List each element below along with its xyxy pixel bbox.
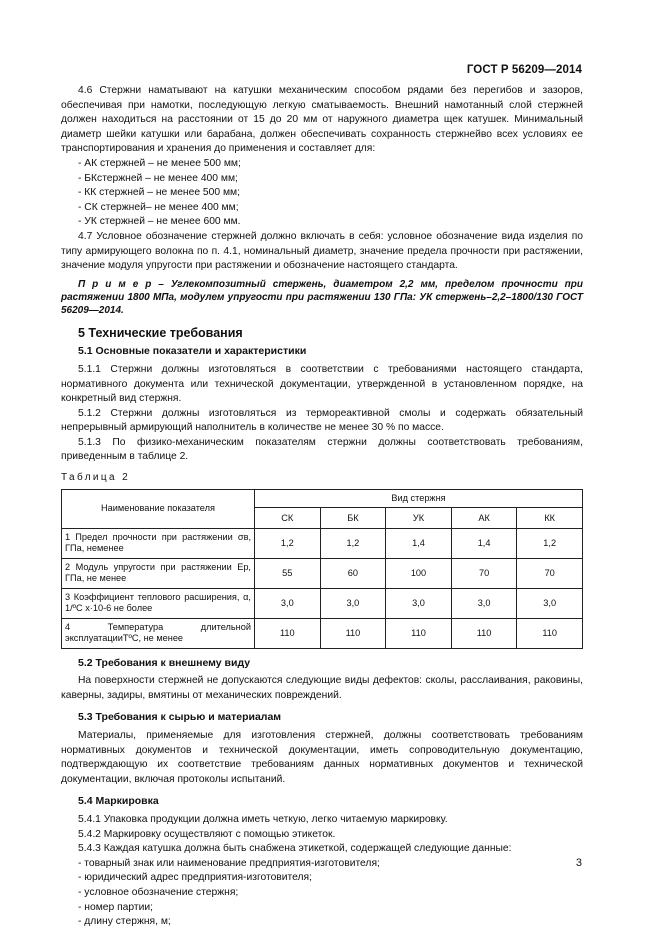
page-body: [61, 84, 583, 930]
paragraph-5-4-3: 5.4.3 Каждая катушка должна быть снабжена этикеткой, содержащей следующие данные:: [78, 843, 512, 855]
paragraph-5-1-1: 5.1.1 Стержни должны изготовляться в соответствии с требованиями настоящего стандарта, нормативного документа или технической документации, утвержденной в установленном порядке, на конкретный вид стержня.: [61, 363, 583, 405]
subsection-5-2-heading: 5.2 Требования к внешнему виду: [78, 656, 251, 669]
paragraph-5-4-1: 5.4.1 Упаковка продукции должна иметь четкую, легко читаемую маркировку.: [78, 814, 448, 825]
list-item: - КК стержней – не менее 500 мм;: [78, 187, 240, 199]
paragraph-5-4-2: 5.4.2 Маркировку осуществляют с помощью этикеток.: [78, 828, 336, 840]
paragraph-5-1-2: 5.1.2 Стержни должны изготовляться из термореактивной смолы и содержать обязательный непрерывный армирующий наполнитель в количестве не менее 30 % по массе.: [61, 407, 583, 434]
cell-value: 3,0: [451, 588, 517, 618]
cell-value: 3,0: [255, 588, 321, 618]
cell-value: 3,0: [517, 588, 583, 618]
cell-value: 1,4: [386, 528, 452, 558]
table-caption: Таблица 2: [61, 472, 131, 484]
section-5-heading: 5 Технические требования: [78, 325, 243, 340]
cell-value: 110: [320, 618, 386, 648]
list-item: - товарный знак или наименование предприятия-изготовителя;: [78, 857, 380, 869]
table-row: [62, 588, 583, 618]
cell-value: 70: [517, 558, 583, 588]
cell-value: 55: [255, 558, 321, 588]
page-number: 3: [575, 857, 582, 869]
paragraph-4-7: 4.7 Условное обозначение стержней должно включать в себя: условное обозначение вида изделия по типу армирующего волокна по п. 4.1, номинальный диаметр, значение предела прочности при растяжении, значение модуля упругости при растяжении и обозначение настоящего стандарта.: [61, 230, 583, 272]
coil-diameter-list: [61, 157, 583, 230]
row-name: 3 Коэффициент теплового расширения, α, 1/ºC x·10-6 не более: [62, 588, 255, 618]
list-item: - АК стержней – не менее 500 мм;: [78, 157, 241, 169]
cell-value: 70: [451, 558, 517, 588]
list-item: - условное обозначение стержня;: [78, 886, 239, 898]
paragraph-5-3: Материалы, применяемые для изготовления стержней, должны соответствовать требованиям нормативных документов и технической документации, иметь сопроводительную документацию, подтверждающую их соответствие требованиям данных нормативных документов и технической документации, включая протоколы испытаний.: [61, 730, 583, 785]
row-name: 4 Температура длительной эксплуатацииТºC, не менее: [62, 618, 255, 648]
list-item: - БКстержней – не менее 400 мм;: [78, 172, 238, 184]
list-item: - длину стержня, м;: [78, 916, 171, 928]
paragraph-5-1-3: 5.1.3 По физико-механическим показателям стержни должны соответствовать требованиям, приведенным в таблице 2.: [61, 436, 583, 463]
label-data-list: [61, 857, 583, 930]
table-header-group: Вид стержня: [255, 489, 583, 508]
example-note: П р и м е р – Углекомпозитный стержень, диаметром 2,2 мм, пределом прочности при растяжении 1800 МПа, модулем упругости при растяжении 130 ГПа: УК стержень–2,2–1800/130 ГОСТ 56209—2014.: [61, 278, 583, 316]
cell-value: 1,4: [451, 528, 517, 558]
cell-value: 110: [386, 618, 452, 648]
cell-value: 110: [255, 618, 321, 648]
table-col-header: УК: [386, 508, 452, 528]
row-name: 2 Модуль упругости при растяжении Eр, ГПа, не менее: [62, 558, 255, 588]
list-item: - СК стержней– не менее 400 мм;: [78, 201, 239, 213]
subsection-5-3-heading: 5.3 Требования к сырью и материалам: [78, 711, 282, 724]
table-col-header: СК: [255, 508, 321, 528]
table-col-header: БК: [320, 508, 386, 528]
properties-table: [61, 489, 583, 649]
subsection-5-4-heading: 5.4 Маркировка: [78, 795, 159, 808]
cell-value: 60: [320, 558, 386, 588]
table-row: [62, 558, 583, 588]
table-col-header: КК: [517, 508, 583, 528]
subsection-5-1-heading: 5.1 Основные показатели и характеристики: [78, 345, 307, 358]
table-header-name: Наименование показателя: [62, 489, 255, 528]
paragraph-5-2: На поверхности стержней не допускаются следующие виды дефектов: сколы, расслаивания, раковины, каверны, задиры, вмятины от механических повреждений.: [61, 675, 583, 701]
list-item: - номер партии;: [78, 901, 153, 913]
cell-value: 1,2: [320, 528, 386, 558]
cell-value: 110: [451, 618, 517, 648]
cell-value: 110: [517, 618, 583, 648]
cell-value: 3,0: [386, 588, 452, 618]
cell-value: 3,0: [320, 588, 386, 618]
cell-value: 100: [386, 558, 452, 588]
list-item: - юридический адрес предприятия-изготовителя;: [78, 872, 312, 884]
cell-value: 1,2: [517, 528, 583, 558]
list-item: - УК стержней – не менее 600 мм.: [78, 216, 241, 228]
table-row: [62, 618, 583, 648]
paragraph-4-6: 4.6 Стержни наматывают на катушки механическим способом рядами без перегибов и зазоров, обеспечивая при намотки, последующую легкую сматываемость. Внешний намотанный слой стержней должен находиться на расстоянии от 15 до 20 мм от наружного диаметра щек катушек. Минимальный диаметр шейки катушки или барабана, должен обеспечивать сохранность стержнейво всех условиях ее транспортирования и хранения до применения и составляет для:: [61, 85, 583, 155]
standard-header: ГОСТ Р 56209—2014: [466, 64, 582, 76]
cell-value: 1,2: [255, 528, 321, 558]
table-row: [62, 528, 583, 558]
row-name: 1 Предел прочности при растяжении σв, ГПа, неменее: [62, 528, 255, 558]
table-col-header: АК: [451, 508, 517, 528]
